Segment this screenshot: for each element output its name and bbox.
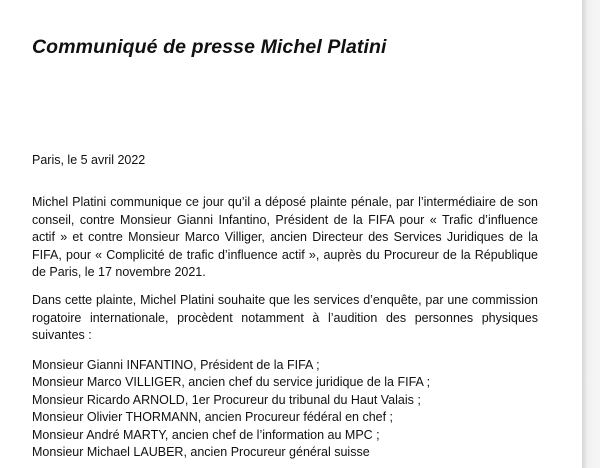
document-title: Communiqué de presse Michel Platini	[32, 36, 387, 58]
list-item: Monsieur Gianni INFANTINO, Président de la FIFA ;	[32, 358, 320, 372]
witness-list	[32, 357, 430, 461]
list-item: Monsieur Michael LAUBER, ancien Procureur général suisse	[32, 445, 370, 460]
list-item: Monsieur André MARTY, ancien chef de l’information au MPC ;	[32, 427, 380, 442]
list-item: Monsieur Ricardo ARNOLD, 1er Procureur du tribunal du Haut Valais ;	[32, 392, 421, 407]
paragraph-complaint: Michel Platini communique ce jour qu’il a déposé plainte pénale, par l’intermédiaire de son conseil, contre Monsieur Gianni Infantino, Président de la FIFA pour « Trafic d’influence actif » et contre Monsieur Marco Villiger, ancien Directeur des Services Juridiques de la FIFA, pour « Complicité de trafic d’influence actif », auprès du Procureur de la République de Paris, le 17 novembre 2021.	[32, 195, 538, 279]
list-item: Monsieur Olivier THORMANN, ancien Procureur fédéral en chef ;	[32, 410, 394, 425]
paragraph-request: Dans cette plainte, Michel Platini souhaite que les services d’enquête, par une commission rogatoire internationale, procèdent notamment à l’audition des personnes physiques suivantes :	[32, 293, 538, 342]
date-line: Paris, le 5 avril 2022	[32, 153, 146, 167]
page-edge	[582, 0, 600, 468]
list-item: Monsieur Marco VILLIGER, ancien chef du service juridique de la FIFA ;	[32, 375, 431, 390]
